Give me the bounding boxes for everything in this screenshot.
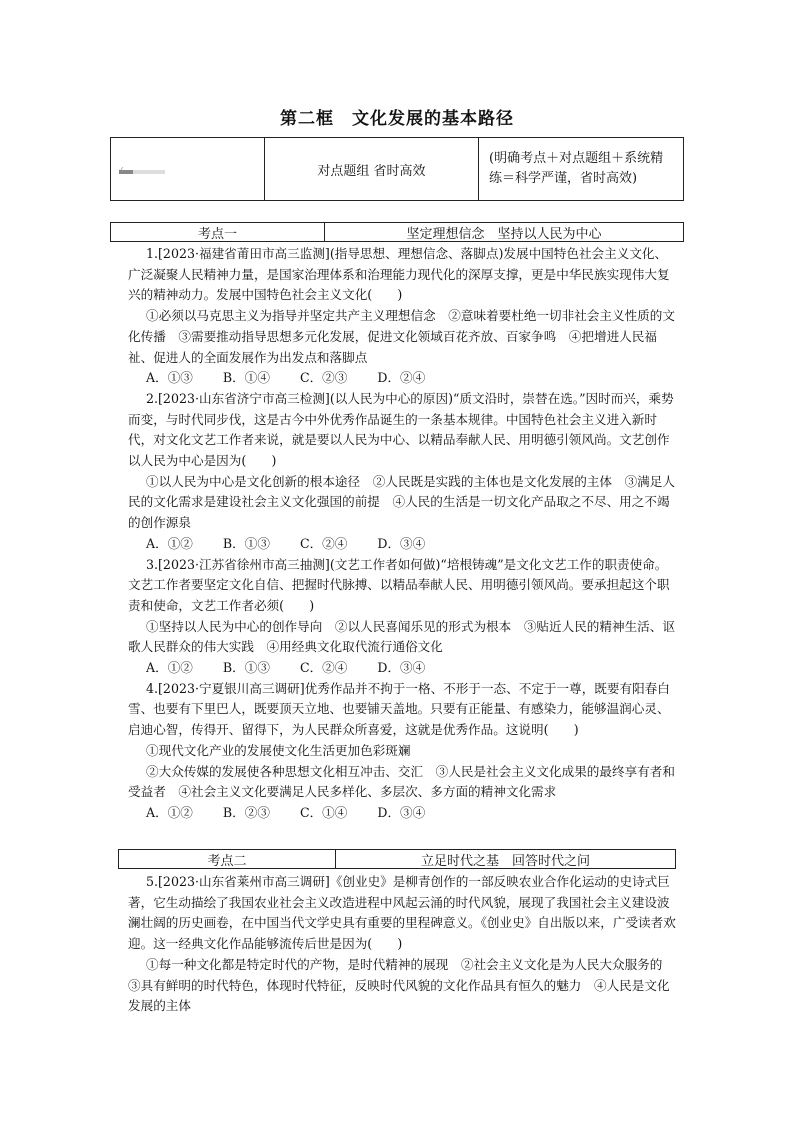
- q3-stem: 3.[2023·江苏省徐州市高三抽测](文艺工作者如何做)“培根铸魂”是文化文艺工作的职责使命。文艺工作者要坚定文化自信、把握时代脉搏、以精品奉献人民、用明德引领风尚。要承担起这个职责和使命，文艺工作者必须( ): [128, 556, 670, 613]
- kaodian-2-bar: [118, 849, 676, 869]
- q2-choices: [128, 534, 676, 555]
- choice-d: D．②④: [377, 370, 426, 386]
- progress-fill: [119, 170, 133, 174]
- q1-stem: 1.[2023·福建省莆田市高三监测](指导思想、理想信念、落脚点)发展中国特色社会主义文化、广泛凝聚人民精神力量，是国家治理体系和治理能力现代化的深厚支撑，更是中华民族实现伟大复兴的精神动力。发展中国特色社会主义文化( ): [128, 246, 670, 303]
- header-progress-cell: [111, 138, 265, 200]
- choice-b: B．①④: [222, 370, 270, 386]
- kaodian-2-label: 考点二: [119, 850, 336, 868]
- q4-choices: [128, 803, 676, 824]
- kaodian-2-topic: 立足时代之基 回答时代之问: [420, 853, 590, 869]
- q3-choices: [128, 658, 676, 679]
- header-right: (明确考点＋对点题组＋系统精练＝科学严谨，省时高效): [489, 151, 664, 186]
- q2-options: ①以人民为中心是文化创新的根本途径 ②人民既是实践的主体也是文化发展的主体 ③满足人民的文化需求是建设社会主义文化强国的前提 ④人民的生活是一切文化产品取之不尽、用之不竭的创作源泉: [128, 473, 675, 531]
- choice-a: A．①②: [146, 804, 193, 820]
- kaodian-1-label: 考点一: [111, 223, 325, 241]
- kaodian-1-topic: 坚定理想信念 坚持以人民为中心: [406, 226, 602, 242]
- choice-c: C．②③: [299, 370, 348, 386]
- choice-b: B．②③: [222, 804, 270, 820]
- q5-stem: 5.[2023·山东省莱州市高三调研]《创业史》是柳青创作的一部反映农业合作化运动的史诗式巨著，它生动描绘了我国农业社会主义改造进程中风起云涌的时代风貌，展现了我国社会主义建设波澜壮阔的历史画卷，在中国当代文学史具有重要的里程碑意义。《创业史》自出版以来，广受读者欢迎。这一经典文化作品能够流传后世是因为( ): [128, 874, 676, 952]
- header-middle: 对点题组 省时高效: [265, 138, 479, 200]
- q4-option-1: ①现代文化产业的发展使文化生活更加色彩斑斓: [146, 742, 411, 758]
- q1-options: ①必须以马克思主义为指导并坚定共产主义理想信念 ②意味着要杜绝一切非社会主义性质的文化传播 ③需要推动指导思想多元化发展，促进文化领域百花齐放、百家争鸣 ④把增进人民福祉、促进人的全面发展作为出发点和落脚点: [128, 308, 675, 365]
- q3-options: ①坚持以人民为中心的创作导向 ②以人民喜闻乐见的形式为根本 ③贴近人民的精神生活、讴歌人民群众的伟大实践 ④用经典文化取代流行通俗文化: [128, 618, 675, 655]
- choice-c: C．②④: [299, 535, 348, 551]
- choice-a: A．①②: [146, 535, 193, 551]
- section-1: [128, 244, 676, 824]
- choice-a: A．①③: [146, 370, 193, 386]
- section-2: [128, 872, 676, 1017]
- page-title: 第二框 文化发展的基本路径: [280, 109, 514, 129]
- choice-c: C．①④: [299, 804, 348, 820]
- progress-bar: [119, 170, 165, 174]
- q5-options: ①每一种文化都是特定时代的产物，是时代精神的展现 ②社会主义文化是为人民大众服务的 ③具有鲜明的时代特色，体现时代特征，反映时代风貌的文化作品具有恒久的魅力 ④人民是文化发展的主体: [128, 956, 675, 1014]
- header-table: [110, 137, 684, 201]
- choice-d: D．③④: [377, 660, 426, 676]
- choice-a: A．①②: [146, 660, 193, 676]
- choice-d: D．③④: [377, 535, 426, 551]
- q2-stem: 2.[2023·山东省济宁市高三检测](以人民为中心的原因)“质文沿时，崇替在选。”因时而兴，乘势而变，与时代同步伐，这是古今中外优秀作品诞生的一条基本规律。中国特色社会主义进入新时代，对文化文艺工作者来说，就是要以人民为中心、以精品奉献人民、用明德引领风尚。文艺创作以人民为中心是因为( ): [128, 390, 674, 469]
- kaodian-1-bar: [110, 222, 684, 242]
- choice-b: B．①③: [222, 660, 270, 676]
- choice-b: B．①③: [222, 535, 270, 551]
- q4-option-2: ②大众传媒的发展使各种思想文化相互冲击、交汇 ③人民是社会主义文化成果的最终享有者和受益者 ④社会主义文化要满足人民多样化、多层次、多方面的精神文化需求: [128, 763, 675, 800]
- q4-stem: 4.[2023·宁夏银川高三调研]优秀作品并不拘于一格、不形于一态、不定于一尊，既要有阳春白雪、也要有下里巴人，既要顶天立地、也要铺天盖地。只要有正能量、有感染力，能够温润心灵、启迪心智，传得开、留得下，为人民群众所喜爱，这就是优秀作品。这说明( ): [128, 680, 670, 738]
- choice-d: D．③④: [377, 804, 426, 820]
- q1-choices: [128, 368, 676, 389]
- choice-c: C．②④: [299, 660, 348, 676]
